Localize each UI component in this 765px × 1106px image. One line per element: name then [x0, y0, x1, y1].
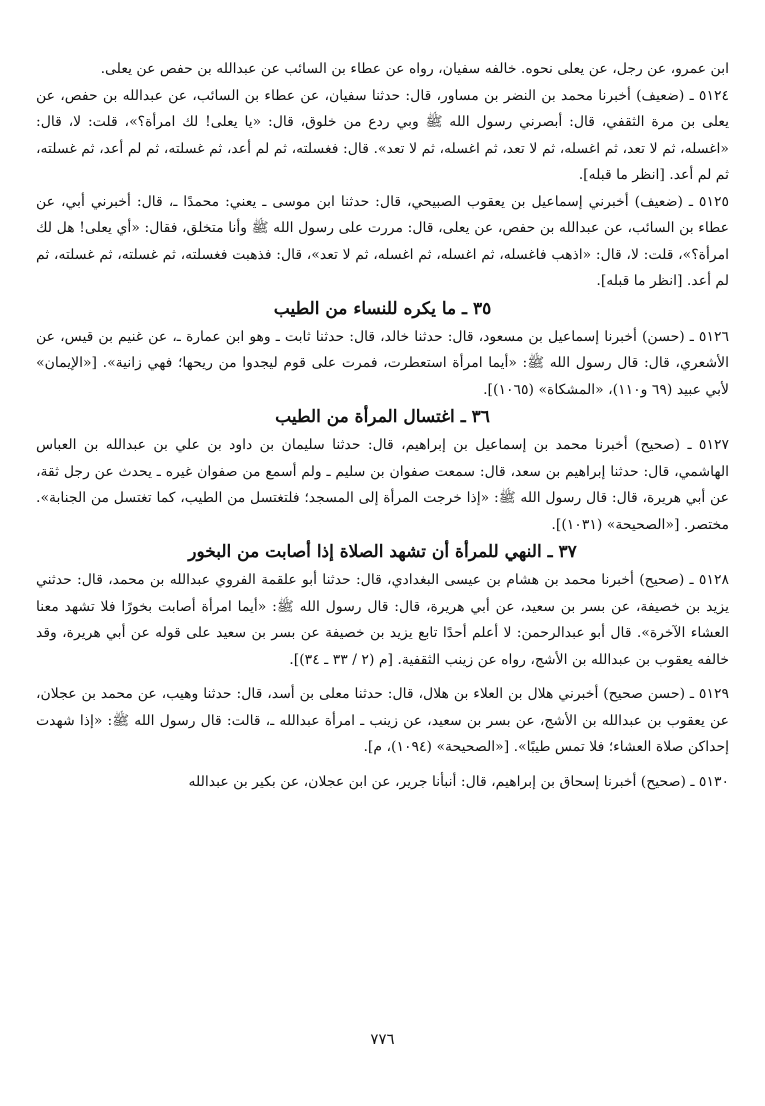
chapter-heading-35: ٣٥ ـ ما يكره للنساء من الطيب — [273, 298, 492, 319]
paragraph-gap — [36, 761, 729, 769]
hadith-5124: ٥١٢٤ ـ (ضعيف) أخبرنا محمد بن النضر بن مساور، قال: حدثنا سفيان، عن عطاء بن السائب، عن عبدالله بن حفص، عن يعلى بن مرة الثقفي، قال: أبصرني رسول الله ﷺ وبي ردع من خلوق، قال: «يا يعلى! لك امرأة؟»، قلت: لا، قال: «اغسله، ثم لا تعد، ثم اغسله، ثم لا تعد، ثم اغسله، ثم لا تعد». قال: فغسلته، ثم لم أعد، ثم غسلته، ثم لم أعد، ثم غسلته، ثم لم أعد. [انظر ما قبله]. — [36, 87, 729, 183]
chapter-heading-36: ٣٦ ـ اغتسال المرأة من الطيب — [275, 407, 490, 427]
chapter-heading-37: ٣٧ ـ النهي للمرأة أن تشهد الصلاة إذا أصابت من البخور — [188, 542, 577, 562]
hadith-5125: ٥١٢٥ ـ (ضعيف) أخبرني إسماعيل بن يعقوب الصبيحي، قال: حدثنا ابن موسى ـ يعني: محمدًا ـ، قال: أخبرني أبي، عن عطاء بن السائب، عن عبدالله بن حفص، عن يعلى، قال: مررت على رسول الله ﷺ وأنا متخلق، فقال: «أي يعلى! هل لك امرأة؟»، قلت: لا، قال: «اذهب فاغسله، ثم اغسله، ثم اغسله، ثم لا تعد»، قال: فذهبت فغسلته، ثم غسلته، ثم غسلته، ثم لم أعد. [انظر ما قبله]. — [36, 193, 729, 289]
hadith-5126: ٥١٢٦ ـ (حسن) أخبرنا إسماعيل بن مسعود، قال: حدثنا خالد، قال: حدثنا ثابت ـ وهو ابن عمارة ـ، عن غنيم بن قيس، عن الأشعري، قال: قال رسول الله ﷺ: «أيما امرأة استعطرت، فمرت على قوم ليجدوا من ريحها؛ فهي زانية». [«الإيمان» لأبي عبيد (٦٩ و١١٠)، «المشكاة» (١٠٦٥)]. — [36, 328, 729, 398]
hadith-5127: ٥١٢٧ ـ (صحيح) أخبرنا محمد بن إسماعيل بن إبراهيم، قال: حدثنا سليمان بن داود بن علي بن عبدالله بن العباس الهاشمي، قال: حدثنا إبراهيم بن سعد، قال: سمعت صفوان بن سليم ـ ولم أسمع من صفوان غيره ـ يحدث عن رجل ثقة، عن أبي هريرة، قال: قال رسول الله ﷺ: «إذا خرجت المرأة إلى المسجد؛ فلتغتسل من الطيب، كما تغتسل من الجنابة». مختصر. [«الصحيحة» (١٠٣١)]. — [36, 437, 729, 533]
paragraph-gap — [36, 673, 729, 681]
text-paragraph: ابن عمرو، عن رجل، عن يعلى نحوه. خالفه سفيان، رواه عن عطاء بن السائب عن عبدالله بن حفص عن يعلى. — [100, 61, 729, 77]
page-number: ٧٧٦ — [370, 1030, 395, 1048]
page-content — [36, 56, 729, 795]
hadith-5129: ٥١٢٩ ـ (حسن صحيح) أخبرني هلال بن العلاء بن هلال، قال: حدثنا معلى بن أسد، قال: حدثنا وهيب، عن محمد بن عجلان، عن يعقوب بن عبدالله بن الأشج، عن بسر بن سعيد، عن زينب ـ امرأة عبدالله ـ، قالت: قال رسول الله ﷺ: «إذا شهدت إحداكن صلاة العشاء؛ فلا تمس طيبًا». [«الصحيحة» (١٠٩٤)، م]. — [36, 686, 729, 755]
hadith-5130: ٥١٣٠ ـ (صحيح) أخبرنا إسحاق بن إبراهيم، قال: أنبأنا جرير، عن ابن عجلان، عن بكير بن عبدالله — [188, 773, 729, 790]
hadith-5128: ٥١٢٨ ـ (صحيح) أخبرنا محمد بن هشام بن عيسى البغدادي، قال: حدثنا أبو علقمة الفروي عبدالله بن محمد، قال: حدثني يزيد بن خصيفة، عن بسر بن سعيد، عن أبي هريرة، قال: قال رسول الله ﷺ: «أيما امرأة أصابت بخورًا فلا تشهد معنا العشاء الآخرة». قال أبو عبدالرحمن: لا أعلم أحدًا تابع يزيد بن خصيفة عن بسر بن سعيد على قوله عن أبي هريرة، وقد خالفه يعقوب بن عبدالله بن الأشج، رواه عن زينب الثقفية. [م (٢ / ٣٣ ـ ٣٤)]. — [36, 572, 729, 668]
